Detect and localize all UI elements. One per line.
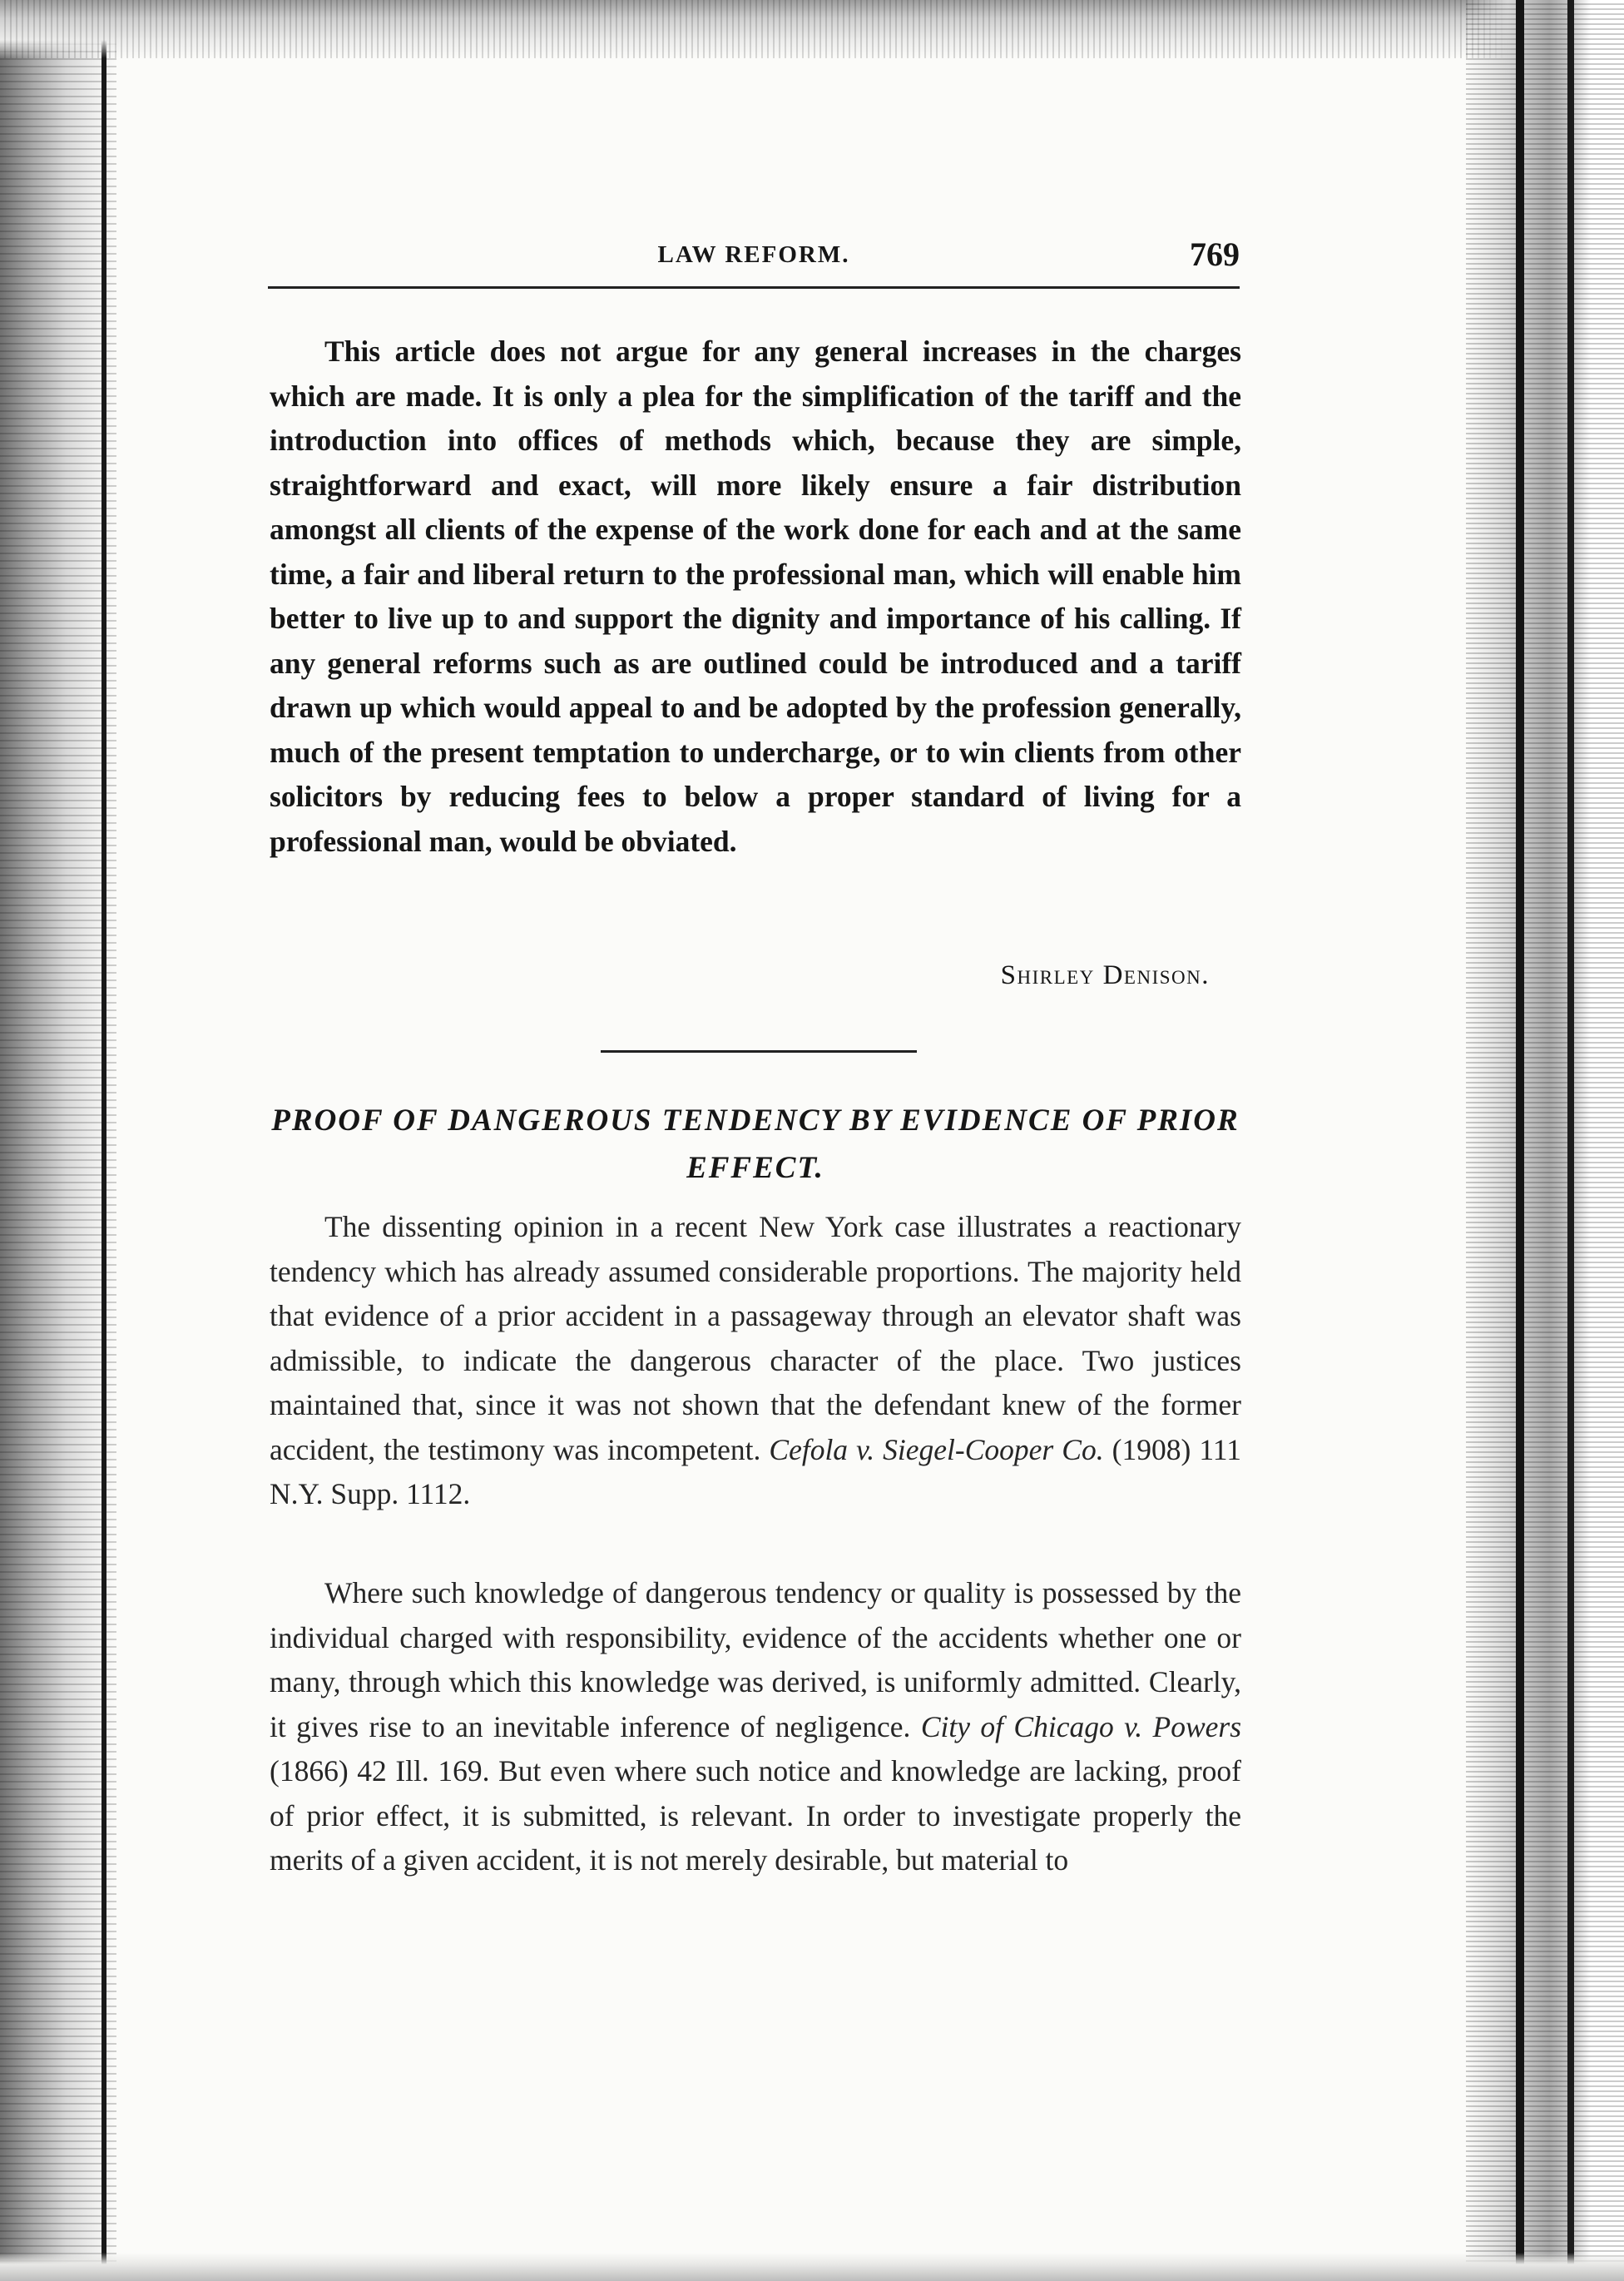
case-citation-cefola: (1908) 111 N.Y. Supp. 1112. [270,1432,1241,1510]
header-rule [268,286,1240,289]
section-divider [601,1050,917,1053]
paragraph-tariff-reform: This article does not argue for any general increases in the charges which are made. It is only a plea for the simplification of the tariff and the introduction into offices of methods which, because they are simple, straightforward and exact, will more likely ensure a fair distribution amongst all clients of the expense of the work done for each and at the same time, a fair and liberal return to the professional man, which will enable him better to live up to and support the dignity and importance of his calling. If any general reforms such as are outlined could be introduced and a tariff drawn up which would appeal to and be adopted by the profession generally, much of the present temptation to undercharge, or to win clients from other solicitors by reducing fees to below a proper standard of living for a professional man, would be obviated. [270,335,1241,858]
paragraph-knowledge-of-danger-continuation: But even where such notice and knowledge are lacking, proof of prior effect, it is submitted, is relevant. In order to investigate properly the merits of a given accident, it is not merely desirable, but material to [270,1754,1242,1877]
scan-right-edge [1466,0,1624,2281]
scan-top-edge [0,0,1624,58]
article-heading: PROOF OF DANGEROUS TENDENCY BY EVIDENCE OF PRIOR EFFECT. [271,1103,1240,1185]
paragraph-dissenting-opinion [270,1205,1241,1517]
scan-bottom-edge [0,2253,1624,2281]
paragraph-knowledge-of-danger-text: Where such knowledge of dangerous tendency or quality is possessed by the individual charged with responsibility, evidence of the accidents whether one or many, through which this knowledge was derived, is uniformly admitted. Clearly, it gives rise to an inevitable inference of negligence. [270,1576,1241,1743]
case-name-chicago: City of Chicago v. Powers [920,1709,1242,1743]
scan-left-edge [0,0,116,2281]
scan-right-outer-line [1567,0,1574,2281]
paragraph-knowledge-of-danger [270,1571,1241,1883]
author-signature: Shirley Denison. [1000,960,1210,990]
paragraph-dissenting-opinion-text: The dissenting opinion in a recent New York case illustrates a reactionary tendency which has already assumed considerable proportions. The majority held that evidence of a prior accident in a passageway through an elevator shaft was admissible, to indicate the dangerous character of the place. Two justices maintained that, since it was not shown that the defendant knew of the former accident, the testimony was incompetent. [270,1210,1241,1466]
running-head-title: LAW REFORM. [657,241,850,268]
scan-right-binding-line [1516,0,1524,2281]
case-name-cefola: Cefola v. Siegel-Cooper Co. [769,1432,1104,1466]
case-citation-chicago: (1866) 42 Ill. 169. [270,1754,490,1788]
scan-left-binding-line [102,0,106,2281]
running-head [268,235,1240,285]
page-number: 769 [1190,236,1240,273]
